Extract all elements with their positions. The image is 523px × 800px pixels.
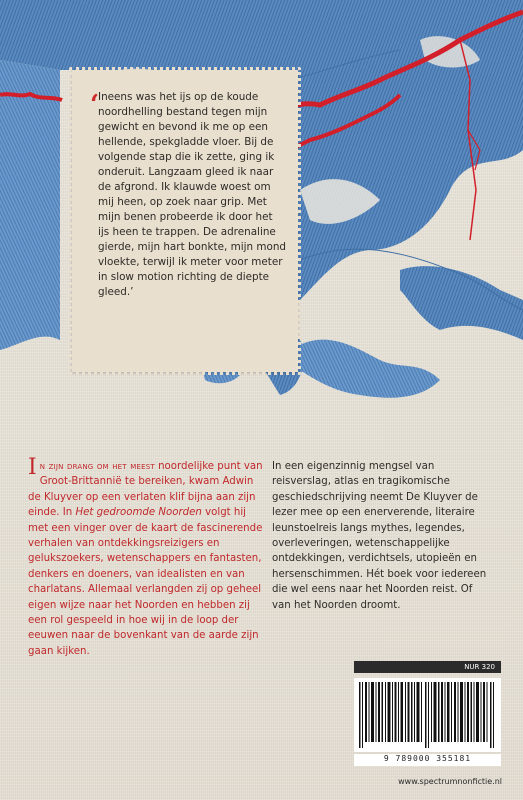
book-title: Het gedroomde Noorden — [75, 507, 202, 519]
blurb-text-part-1: noordelijke punt van Groot-Brittannië te bereiken, kwam Adwin de Kluyver op een verlaten klif bijna aan zijn einde. In — [28, 461, 263, 519]
barcode-bars-icon — [359, 682, 496, 748]
publisher-website: www.spectrumnonfictie.nl — [398, 777, 502, 786]
barcode-block — [354, 661, 501, 770]
lead-in-caps: n zijn drang om het meest — [39, 461, 155, 472]
sea-patch — [300, 340, 440, 398]
drop-cap: I — [28, 455, 37, 480]
quote-open-mark: ‘ — [90, 90, 100, 120]
isbn-barcode — [354, 678, 501, 752]
nur-label: NUR 320 — [354, 661, 501, 673]
sea-shape-left — [0, 60, 60, 350]
blurb-text-part-2: volgt hij met een vinger over de kaart de fascinerende verhalen van ontdekkingsreizigers en gelukszoekers, wetenschappers en fantasten, denkers en doeners, van idealisten en van charlatans. Allemaal verlangden zij op geheel eigen wijze naar het Noorden en hebben zij een rol gespeeld in hoe wij in de loop der eeuwen naar de bovenkant van de aarde zijn gaan kijken. — [28, 507, 263, 657]
blurb-right-column: In een eigenzinnig mengsel van reisverslag, atlas en tragikomische geschiedschrijving neemt De Kluyver de lezer mee op een enerverende, literaire leunstoelreis langs mythes, legendes, overleveringen, wetenschappelijke ontdekkingen, verdichtsels, utopieën en hersenschimmen. Hét boek voor iedereen die wel eens naar het Noorden reist. Of van het Noorden droomt. — [272, 461, 487, 611]
sea-patch — [400, 266, 523, 340]
quote-card — [72, 70, 298, 372]
isbn-digits: 9 789000 355181 — [354, 754, 501, 766]
quote-text: Ineens was het ijs op de koude noordhelling bestand tegen mijn gewicht en bevond ik me op een hellende, spekgladde vloer. Bij de volgende stap die ik zette, ging ik onderuit. Langzaam gleed ik naar de afgrond. Ik klauwde woest om mij heen, op zoek naar grip. Met mijn benen probeerde ik door het ijs heen te trappen. De adrenaline gierde, mijn hart bonkte, mijn mond vloekte, terwijl ik meter voor meter in slow motion richting de diepte gleed.’ — [98, 91, 287, 298]
blurb-left-column — [28, 455, 266, 659]
